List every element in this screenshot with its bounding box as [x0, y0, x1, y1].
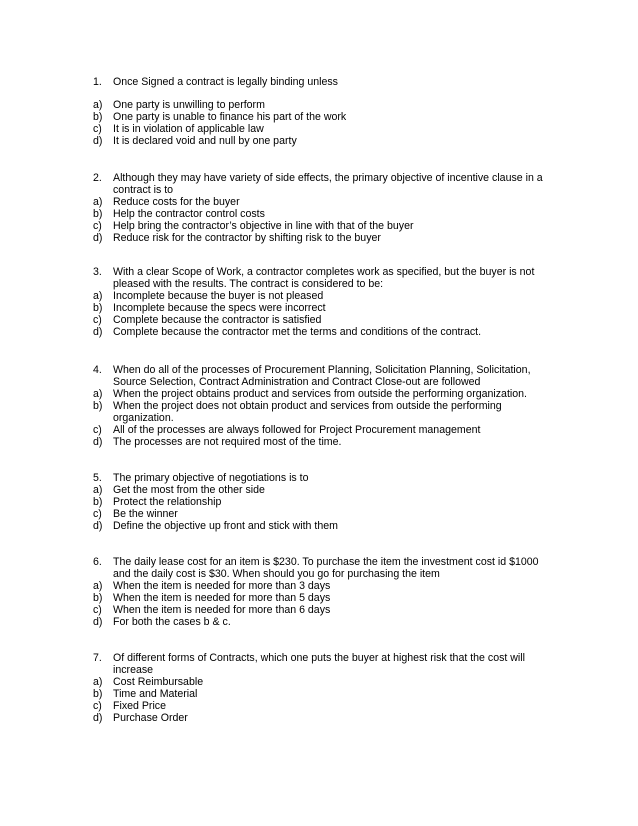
option-label: a): [93, 676, 103, 688]
question-number: 5.: [93, 472, 102, 484]
option-label: a): [93, 99, 103, 111]
question-6: [93, 556, 553, 628]
option-d: [93, 135, 553, 147]
option-text: Purchase Order: [113, 712, 188, 724]
option-c: [93, 314, 553, 326]
option-b: [93, 688, 553, 700]
option-text: When the item is needed for more than 5 days: [113, 592, 331, 604]
option-c: [93, 123, 553, 135]
option-label: c): [93, 220, 102, 232]
option-label: c): [93, 424, 102, 436]
option-label: d): [93, 326, 103, 338]
question-stem: [93, 556, 553, 580]
question-text: With a clear Scope of Work, a contractor completes work as specified, but the buyer is not pleased with the results. The contract is considered to be:: [113, 266, 535, 290]
question-2: [93, 172, 553, 244]
question-text: Although they may have variety of side effects, the primary objective of incentive clause in a contract is to: [113, 172, 543, 196]
option-label: d): [93, 135, 103, 147]
question-stem: [93, 172, 553, 196]
option-label: d): [93, 616, 103, 628]
option-text: When the project does not obtain product and services from outside the performing organization.: [113, 400, 502, 424]
option-a: [93, 676, 553, 688]
option-text: When the item is needed for more than 3 days: [113, 580, 331, 592]
option-label: b): [93, 302, 103, 314]
option-label: d): [93, 232, 103, 244]
question-stem: [93, 652, 553, 676]
option-b: [93, 208, 553, 220]
option-a: [93, 388, 553, 400]
option-text: It is in violation of applicable law: [113, 123, 264, 135]
option-text: When the project obtains product and services from outside the performing organization.: [113, 388, 527, 400]
option-text: All of the processes are always followed for Project Procurement management: [113, 424, 481, 436]
option-text: Complete because the contractor is satisfied: [113, 314, 322, 326]
option-label: c): [93, 508, 102, 520]
option-d: [93, 712, 553, 724]
option-b: [93, 302, 553, 314]
option-d: [93, 436, 553, 448]
option-d: [93, 232, 553, 244]
option-d: [93, 520, 553, 532]
option-c: [93, 508, 553, 520]
question-5: [93, 472, 553, 532]
question-number: 6.: [93, 556, 102, 568]
option-text: Reduce costs for the buyer: [113, 196, 240, 208]
option-b: [93, 111, 553, 123]
option-c: [93, 700, 553, 712]
option-label: a): [93, 388, 103, 400]
option-text: Complete because the contractor met the terms and conditions of the contract.: [113, 326, 482, 338]
option-text: Define the objective up front and stick with them: [113, 520, 338, 532]
option-d: [93, 616, 553, 628]
option-text: When the item is needed for more than 6 days: [113, 604, 331, 616]
option-text: The processes are not required most of the time.: [113, 436, 342, 448]
option-label: d): [93, 520, 103, 532]
option-text: Be the winner: [113, 508, 178, 520]
option-a: [93, 99, 553, 111]
question-1: [93, 76, 553, 147]
option-label: c): [93, 700, 102, 712]
option-d: [93, 326, 553, 338]
option-c: [93, 424, 553, 436]
option-text: Cost Reimbursable: [113, 676, 204, 688]
option-text: It is declared void and null by one party: [113, 135, 297, 147]
option-a: [93, 484, 553, 496]
question-number: 7.: [93, 652, 102, 664]
question-stem: [93, 472, 553, 484]
question-number: 2.: [93, 172, 102, 184]
option-label: a): [93, 290, 103, 302]
option-c: [93, 220, 553, 232]
option-label: b): [93, 688, 103, 700]
option-b: [93, 496, 553, 508]
question-stem: [93, 76, 553, 88]
option-label: c): [93, 123, 102, 135]
question-4: [93, 364, 553, 448]
option-text: Reduce risk for the contractor by shifting risk to the buyer: [113, 232, 381, 244]
option-a: [93, 580, 553, 592]
option-text: Incomplete because the buyer is not pleased: [113, 290, 324, 302]
question-text: When do all of the processes of Procurement Planning, Solicitation Planning, Solicitation, Source Selection, Contract Administration and Contract Close-out are followed: [113, 364, 531, 388]
option-label: a): [93, 484, 103, 496]
option-label: b): [93, 111, 103, 123]
option-text: For both the cases b & c.: [113, 616, 231, 628]
question-number: 1.: [93, 76, 102, 88]
option-label: b): [93, 208, 103, 220]
option-text: Protect the relationship: [113, 496, 222, 508]
option-text: Incomplete because the specs were incorrect: [113, 302, 326, 314]
option-label: a): [93, 196, 103, 208]
option-label: b): [93, 496, 103, 508]
option-text: Get the most from the other side: [113, 484, 265, 496]
option-text: One party is unable to finance his part of the work: [113, 111, 347, 123]
option-label: c): [93, 604, 102, 616]
option-b: [93, 400, 553, 424]
option-label: c): [93, 314, 102, 326]
option-a: [93, 196, 553, 208]
question-number: 4.: [93, 364, 102, 376]
option-label: d): [93, 436, 103, 448]
option-a: [93, 290, 553, 302]
option-text: Fixed Price: [113, 700, 166, 712]
option-label: b): [93, 592, 103, 604]
question-3: [93, 266, 553, 338]
question-7: [93, 652, 553, 724]
question-text: The daily lease cost for an item is $230. To purchase the item the investment cost id $1000 and the daily cost is $30. When should you go for purchasing the item: [113, 556, 539, 580]
option-label: d): [93, 712, 103, 724]
option-label: b): [93, 400, 103, 412]
question-stem: [93, 364, 553, 388]
option-c: [93, 604, 553, 616]
option-text: Help the contractor control costs: [113, 208, 265, 220]
question-number: 3.: [93, 266, 102, 278]
option-text: Help bring the contractor’s objective in line with that of the buyer: [113, 220, 414, 232]
option-text: Time and Material: [113, 688, 198, 700]
question-stem: [93, 266, 553, 290]
option-label: a): [93, 580, 103, 592]
question-text: Once Signed a contract is legally binding unless: [113, 76, 338, 88]
option-b: [93, 592, 553, 604]
question-text: The primary objective of negotiations is to: [113, 472, 309, 484]
question-text: Of different forms of Contracts, which one puts the buyer at highest risk that the cost will increase: [113, 652, 525, 676]
option-text: One party is unwilling to perform: [113, 99, 265, 111]
